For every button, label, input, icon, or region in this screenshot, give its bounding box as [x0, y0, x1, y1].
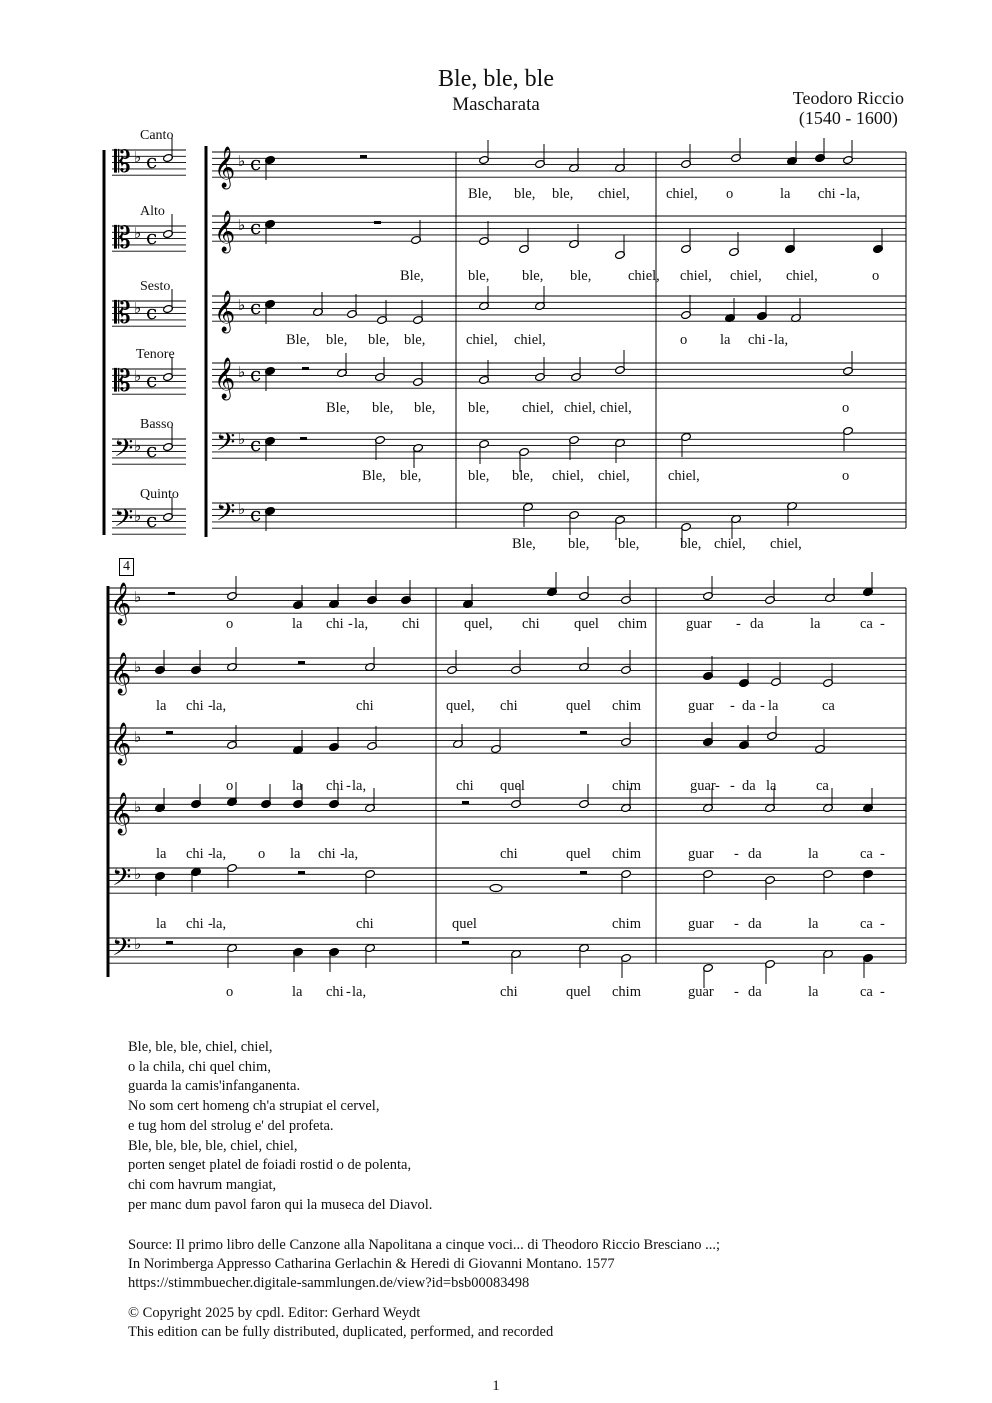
system2-lyric: la	[292, 616, 303, 632]
treble-clef-icon: 𝄞	[110, 793, 132, 834]
system1-lyric: ble,	[468, 268, 490, 284]
system1-lyric: ble,	[372, 400, 394, 416]
system1-lyric: ble,	[414, 400, 436, 416]
bass-clef-icon: 𝄢	[114, 434, 134, 469]
composer-name: Teodoro Riccio	[792, 88, 904, 108]
rest-icon	[166, 941, 173, 944]
system2-lyric: quel	[566, 846, 591, 862]
system1-lyric: ble,	[552, 186, 574, 202]
common-time-icon: c	[146, 300, 158, 324]
flat-icon: ♭	[238, 363, 246, 381]
system2-lyric: da	[742, 778, 756, 794]
composer-dates: (1540 - 1600)	[798, 108, 898, 128]
system1-lyric: chiel,	[628, 268, 660, 284]
system1-lyric: ble,	[514, 186, 536, 202]
system1-lyric: -	[768, 332, 773, 348]
system2-lyric: o	[226, 778, 234, 794]
system2-lyric: chim	[612, 846, 641, 862]
system2-lyric: la,	[354, 616, 369, 632]
flat-icon: ♭	[134, 507, 142, 525]
rest-icon	[168, 592, 175, 595]
system2-lyric: la	[290, 846, 301, 862]
rest-icon	[298, 661, 305, 664]
system2-lyric: la,	[352, 778, 367, 794]
system2-lyric: quel	[452, 916, 477, 932]
treble-clef-icon: 𝄞	[214, 358, 236, 399]
system2-lyric: chi	[186, 916, 204, 932]
system2-lyric: quel,	[446, 698, 475, 714]
poem-line: guarda la camis'infanganenta.	[128, 1078, 301, 1095]
flat-icon: ♭	[238, 216, 246, 234]
system1-lyric: chiel,	[552, 468, 584, 484]
common-time-icon: c	[250, 215, 262, 239]
system1-lyric: o	[726, 186, 734, 202]
system2-lyric: la	[810, 616, 821, 632]
copyright-info	[128, 1304, 553, 1342]
system1-lyric: ble,	[404, 332, 426, 348]
system2-lyric: guar	[688, 698, 714, 714]
system2-lyric: -	[730, 698, 735, 714]
system2-lyric: la,	[352, 984, 367, 1000]
system2-lyric: chi	[318, 846, 336, 862]
system1-lyric: o	[842, 468, 850, 484]
system1-lyric: Ble,	[362, 468, 386, 484]
system2-lyric: la	[808, 846, 819, 862]
bass-clef-icon: 𝄢	[112, 863, 132, 898]
measure-number: 4	[119, 558, 134, 576]
system2-lyric: la,	[344, 846, 359, 862]
system2-lyric: guar	[690, 778, 716, 794]
system1-lyric: ble,	[522, 268, 544, 284]
system1-lyric: la	[720, 332, 731, 348]
system2-lyric: chi	[326, 616, 344, 632]
system2-lyric: la	[808, 916, 819, 932]
system2-lyric: quel	[566, 698, 591, 714]
rest-icon	[580, 731, 587, 734]
bass-clef-icon: 𝄢	[114, 504, 134, 539]
poem-line: e tug hom del strolug e' del profeta.	[128, 1117, 334, 1134]
system2-lyric: la	[768, 698, 779, 714]
system1-lyric: ble,	[468, 400, 490, 416]
rest-icon	[300, 437, 307, 440]
system1-lyric: chiel,	[714, 536, 746, 552]
system2-lyric: ca	[860, 984, 873, 1000]
alto-clef-icon: 𝄡	[114, 364, 131, 399]
rest-icon	[360, 155, 367, 158]
license-line: This edition can be fully distributed, duplicated, performed, and recorded	[128, 1324, 554, 1341]
system2-lyric: da	[748, 916, 762, 932]
rest-icon	[580, 871, 587, 874]
common-time-icon: c	[250, 502, 262, 526]
system1-lyric: la	[780, 186, 791, 202]
common-time-icon: c	[146, 149, 158, 173]
system2-lyric: chi	[326, 984, 344, 1000]
common-time-icon: c	[250, 295, 262, 319]
common-time-icon: c	[250, 151, 262, 175]
system2-lyric: guar	[688, 916, 714, 932]
voice-name: Quinto	[140, 487, 179, 502]
system2-lyric: -	[715, 778, 720, 794]
system2-lyric: quel	[566, 984, 591, 1000]
flat-icon: ♭	[238, 500, 246, 518]
system2-lyric: chi	[326, 778, 344, 794]
flat-icon: ♭	[134, 658, 142, 676]
system1-lyric: o	[872, 268, 880, 284]
bass-clef-icon: 𝄢	[112, 933, 132, 968]
voice-name: Alto	[140, 204, 165, 219]
flat-icon: ♭	[134, 299, 142, 317]
flat-icon: ♭	[238, 296, 246, 314]
treble-clef-icon: 𝄞	[214, 147, 236, 188]
rest-icon	[462, 801, 469, 804]
system2-lyric: ca	[816, 778, 829, 794]
system2-lyric: la	[808, 984, 819, 1000]
system1-lyric: chi	[748, 332, 766, 348]
system2-lyric: quel,	[464, 616, 493, 632]
system2-lyric: -	[880, 916, 885, 932]
treble-clef-icon: 𝄞	[214, 291, 236, 332]
source-link[interactable]: https://stimmbuecher.digitale-sammlungen.de/view?id=bsb00083498	[128, 1275, 530, 1292]
rest-icon	[302, 367, 309, 370]
flat-icon: ♭	[134, 224, 142, 242]
system1-lyric: chiel,	[668, 468, 700, 484]
system2-lyric: guar	[688, 984, 714, 1000]
system2-lyric: chi	[356, 698, 374, 714]
system2-lyric: chim	[612, 698, 641, 714]
system2-lyric: chi	[186, 846, 204, 862]
alto-clef-icon: 𝄡	[114, 145, 131, 180]
system2-lyric: -	[348, 616, 353, 632]
system1-lyric: o	[842, 400, 850, 416]
rest-icon	[374, 221, 381, 224]
system1-lyric: chiel,	[522, 400, 554, 416]
system2-lyric: -	[340, 846, 345, 862]
treble-clef-icon: 𝄞	[110, 653, 132, 694]
system2-lyric: -	[346, 984, 351, 1000]
system1-lyric: o	[680, 332, 688, 348]
poem-text	[128, 1038, 432, 1215]
system1-lyric: ble,	[618, 536, 640, 552]
bass-clef-icon: 𝄢	[216, 428, 236, 463]
system2-lyric: -	[208, 916, 213, 932]
common-time-icon: c	[250, 362, 262, 386]
system2-lyric: -	[880, 846, 885, 862]
rest-icon	[166, 731, 173, 734]
flat-icon: ♭	[134, 367, 142, 385]
system2-lyric: ca	[860, 916, 873, 932]
system1-lyric: chiel,	[598, 186, 630, 202]
copyright-line: © Copyright 2025 by cpdl. Editor: Gerhard Weydt	[128, 1305, 421, 1321]
system2-lyric: -	[880, 616, 885, 632]
system1-lyric: Ble,	[512, 536, 536, 552]
alto-clef-icon: 𝄡	[114, 221, 131, 256]
flat-icon: ♭	[134, 148, 142, 166]
system2-lyric: la	[766, 778, 777, 794]
system2-lyric: -	[208, 846, 213, 862]
system2-lyric: chi	[456, 778, 474, 794]
system2-lyric: chi	[186, 698, 204, 714]
whole-note	[490, 885, 502, 892]
system2-lyric: -	[880, 984, 885, 1000]
system1-lyric: chiel,	[564, 400, 596, 416]
source-line: In Norimberga Appresso Catharina Gerlachin & Heredi di Giovanni Montano. 1577	[128, 1256, 615, 1273]
source-info	[128, 1236, 720, 1294]
system1-lyric: Ble,	[400, 268, 424, 284]
system2-lyric: o	[258, 846, 266, 862]
system1-lyric: chiel,	[770, 536, 802, 552]
page-title: Ble, ble, ble	[438, 66, 554, 92]
poem-line: Ble, ble, ble, chiel, chiel,	[128, 1039, 273, 1055]
flat-icon: ♭	[238, 152, 246, 170]
system2-lyric: chi	[356, 916, 374, 932]
system1-lyric: ble,	[512, 468, 534, 484]
common-time-icon: c	[146, 368, 158, 392]
voice-name: Basso	[140, 417, 174, 432]
system2-lyric: -	[734, 984, 739, 1000]
system1-lyric: chiel,	[680, 268, 712, 284]
poem-line: chi com havrum mangiat,	[128, 1176, 277, 1193]
system2-lyric: -	[736, 616, 741, 632]
system1-lyric: chiel,	[666, 186, 698, 202]
system2-lyric: ca	[822, 698, 835, 714]
system1-lyric: la,	[846, 186, 861, 202]
system1-lyric: chiel,	[786, 268, 818, 284]
system2-lyric: da	[748, 846, 762, 862]
system2-lyric: -	[734, 916, 739, 932]
rest-icon	[462, 941, 469, 944]
page-subtitle: Mascharata	[452, 94, 540, 115]
system2-lyric: la	[156, 698, 167, 714]
system1-lyric: chi	[818, 186, 836, 202]
system1-lyric: ble,	[368, 332, 390, 348]
source-line: Source: Il primo libro delle Canzone alla Napolitana a cinque voci... di Theodoro Riccio Bresciano ...;	[128, 1237, 721, 1253]
poem-line: porten senget platel de foiadi rostid o de polenta,	[128, 1157, 412, 1174]
system2-lyric: chi	[402, 616, 420, 632]
rest-icon	[298, 871, 305, 874]
system2-lyric: o	[226, 616, 234, 632]
system1-lyric: chiel,	[466, 332, 498, 348]
system2-lyric: chim	[612, 984, 641, 1000]
system2-lyric: la,	[212, 916, 227, 932]
page-number: 1	[492, 1378, 500, 1394]
flat-icon: ♭	[134, 798, 142, 816]
flat-icon: ♭	[134, 935, 142, 953]
flat-icon: ♭	[134, 588, 142, 606]
system2-lyric: -	[346, 778, 351, 794]
system2-lyric: la,	[212, 846, 227, 862]
system2-lyric: chim	[618, 616, 647, 632]
system2-lyric: quel	[574, 616, 599, 632]
voice-name: Sesto	[140, 279, 171, 294]
system2-lyric: da	[750, 616, 764, 632]
system1-lyric: -	[840, 186, 845, 202]
treble-clef-icon: 𝄞	[110, 723, 132, 764]
flat-icon: ♭	[134, 728, 142, 746]
system2-lyric: la,	[212, 698, 227, 714]
voice-name: Tenore	[136, 347, 175, 362]
system1-lyric: Ble,	[326, 400, 350, 416]
treble-clef-icon: 𝄞	[214, 211, 236, 252]
system1-lyric: ble,	[568, 536, 590, 552]
system1-lyric: Ble,	[468, 186, 492, 202]
system2-lyric: chi	[522, 616, 540, 632]
system2-lyric: chi	[500, 984, 518, 1000]
system2-lyric: da	[748, 984, 762, 1000]
flat-icon: ♭	[238, 430, 246, 448]
system1-lyric: ble,	[680, 536, 702, 552]
poem-line: o la chila, chi quel chim,	[128, 1058, 271, 1075]
system2-lyric: chim	[612, 916, 641, 932]
system2-lyric: chi	[500, 698, 518, 714]
system2-lyric: ca	[860, 846, 873, 862]
system2-lyric: la	[292, 984, 303, 1000]
system1-lyric: ble,	[570, 268, 592, 284]
system1-lyric: chiel,	[600, 400, 632, 416]
common-time-icon: c	[250, 432, 262, 456]
common-time-icon: c	[146, 438, 158, 462]
system2-lyric: la	[292, 778, 303, 794]
poem-line: per manc dum pavol faron qui la museca del Diavol.	[128, 1196, 433, 1213]
common-time-icon: c	[146, 225, 158, 249]
system2-lyric: quel	[500, 778, 525, 794]
poem-line: Ble, ble, ble, ble, chiel, chiel,	[128, 1137, 298, 1154]
system1-lyric: Ble,	[286, 332, 310, 348]
system1-lyric: ble,	[326, 332, 348, 348]
system2-lyric: -	[734, 846, 739, 862]
system2-lyric: guar	[686, 616, 712, 632]
voice-name: Canto	[140, 128, 174, 143]
system2-lyric: guar	[688, 846, 714, 862]
system1-lyric: chiel,	[598, 468, 630, 484]
system2-lyric: chi	[500, 846, 518, 862]
system2-lyric: -	[760, 698, 765, 714]
flat-icon: ♭	[134, 865, 142, 883]
system2-lyric: -	[730, 778, 735, 794]
system2-lyric: chim	[612, 778, 641, 794]
system1-lyric: ble,	[400, 468, 422, 484]
alto-clef-icon: 𝄡	[114, 296, 131, 331]
system1-lyric: ble,	[468, 468, 490, 484]
system2-lyric: -	[208, 698, 213, 714]
system2-lyric: la	[156, 916, 167, 932]
poem-line: No som cert homeng ch'a strupiat el cervel,	[128, 1098, 380, 1115]
system1-lyric: chiel,	[730, 268, 762, 284]
system2-lyric: ca	[860, 616, 873, 632]
system1-lyric: la,	[774, 332, 789, 348]
flat-icon: ♭	[134, 437, 142, 455]
system2-lyric: la	[156, 846, 167, 862]
treble-clef-icon: 𝄞	[110, 583, 132, 624]
system2-lyric: da	[742, 698, 756, 714]
system2-lyric: o	[226, 984, 234, 1000]
common-time-icon: c	[146, 508, 158, 532]
system1-lyric: chiel,	[514, 332, 546, 348]
bass-clef-icon: 𝄢	[216, 498, 236, 533]
